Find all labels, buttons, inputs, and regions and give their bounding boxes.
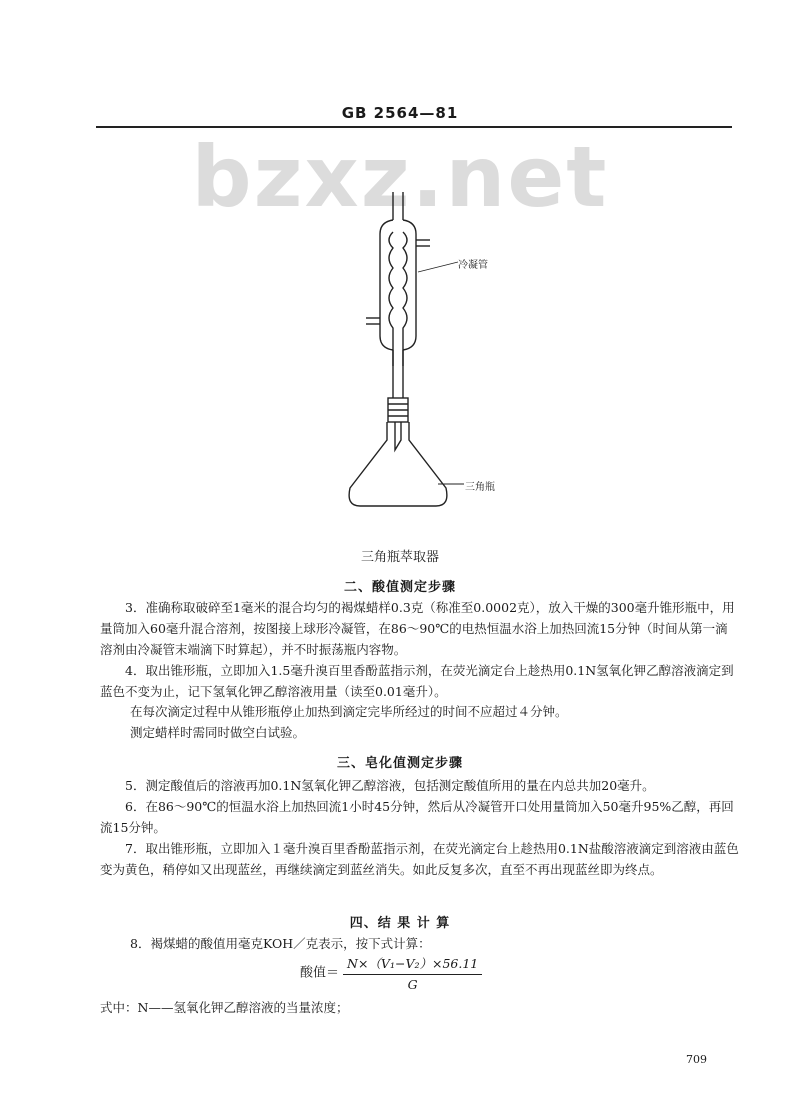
- watermark: bzxz.net: [191, 128, 609, 226]
- paragraph-3: 3．准确称取破碎至1毫米的混合均匀的褐煤蜡样0.3克（称准至0.0002克），放入干燥的300毫升锥形瓶中，用量筒加入60毫升混合溶剂，按图接上球形冷凝管，在86～90℃的电热恒温水浴上加热回流15分钟（时间从第一滴溶剂由冷凝管末端滴下时算起），并不时振荡瓶内容物。: [100, 600, 735, 657]
- note-blank-test: 测定蜡样时需同时做空白试验。: [130, 725, 306, 740]
- acid-value-formula: [300, 954, 482, 992]
- flask-label: 三角瓶: [465, 482, 495, 493]
- condenser-label: 冷凝管: [458, 260, 488, 271]
- paragraph-5: 5．测定酸值后的溶液再加0.1N氢氧化钾乙醇溶液，包括测定酸值所用的量在内总共加20毫升。: [125, 778, 655, 793]
- section-heading-calculation: 四、结 果 计 算: [349, 916, 451, 931]
- extraction-apparatus-figure: [340, 188, 520, 518]
- formula-lhs: 酸值＝: [300, 965, 340, 981]
- section-heading-acid-value: 二、酸值测定步骤: [343, 580, 456, 595]
- page-number: 709: [686, 1053, 707, 1066]
- paragraph-4: 4．取出锥形瓶，立即加入1.5毫升溴百里香酚蓝指示剂，在荧光滴定台上趁热用0.1N氢氧化钾乙醇溶液滴定到蓝色不变为止，记下氢氧化钾乙醇溶液用量（读至0.01毫升）。: [100, 663, 734, 699]
- formula-fraction: [343, 954, 482, 992]
- formula-numerator: N×（V₁−V₂）×56.11: [343, 954, 482, 975]
- paragraph-7: 7．取出锥形瓶，立即加入１毫升溴百里香酚蓝指示剂，在荧光滴定台上趁热用0.1N盐酸溶液滴定到溶液由蓝色变为黄色，稍停如又出现蓝丝，再继续滴定到蓝丝消失。如此反复多次，直至不再出现蓝丝即为终点。: [100, 841, 739, 877]
- standard-number: GB 2564—81: [341, 104, 459, 122]
- formula-where-clause: 式中：N——氢氧化钾乙醇溶液的当量浓度；: [100, 1000, 349, 1015]
- formula-denominator: G: [407, 977, 418, 992]
- paragraph-6: 6．在86～90℃的恒温水浴上加热回流1小时45分钟，然后从冷凝管开口处用量筒加入50毫升95%乙醇，再回流15分钟。: [100, 799, 734, 835]
- figure-caption: 三角瓶萃取器: [360, 550, 439, 565]
- section-heading-saponification: 三、皂化值测定步骤: [336, 756, 463, 771]
- paragraph-8: 8．褐煤蜡的酸值用毫克KOH／克表示，按下式计算：: [130, 936, 431, 951]
- note-titration-time: 在每次滴定过程中从锥形瓶停止加热到滴定完毕所经过的时间不应超过４分钟。: [130, 704, 568, 719]
